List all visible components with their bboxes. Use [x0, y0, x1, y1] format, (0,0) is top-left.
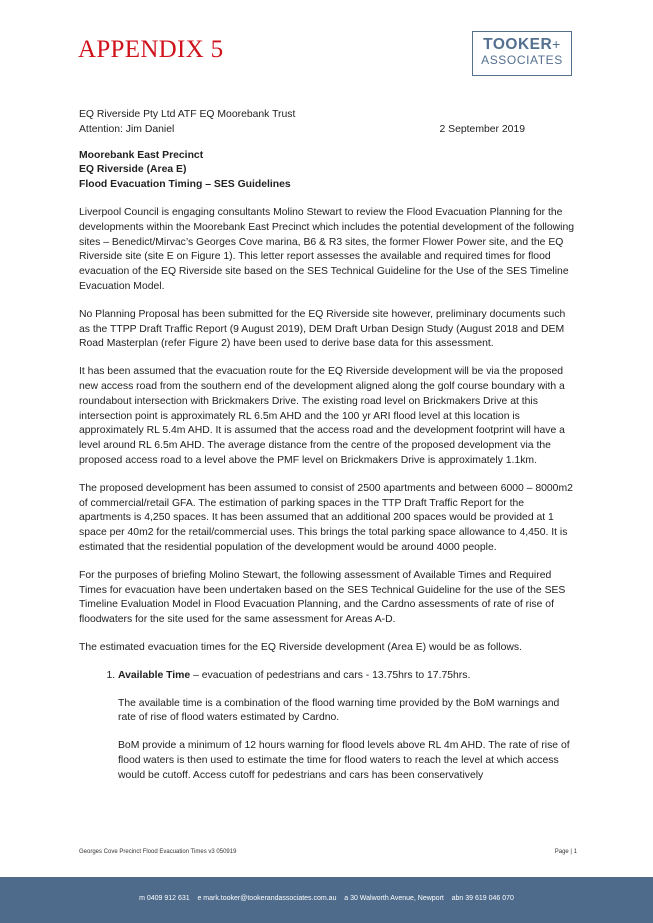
recipient-line: EQ Riverside Pty Ltd ATF EQ Moorebank Trust [79, 109, 296, 120]
list-item-title: Available Time [118, 669, 191, 681]
document-reference: Georges Cove Precinct Flood Evacuation Times v3 050919 [79, 849, 237, 855]
list-subparagraph: The available time is a combination of the flood warning time provided by the BoM warnings and rate of rise of flood waters estimated by Cardno. [118, 697, 560, 724]
contact-details: m 0409 912 631 e mark.tooker@tookerandassociates.com.au a 30 Walworth Avenue, Newport abn 39 619 046 070 [139, 895, 514, 902]
logo-plus: + [552, 36, 561, 52]
page-footer [79, 849, 577, 855]
list-item [118, 669, 577, 784]
body-paragraph: The proposed development has been assumed to consist of 2500 apartments and between 6000 – 8000m2 of commercial/retail GFA. The estimation of parking spaces in the TTP Draft Traffic Report for the apartments is 4,250 spaces. It has been assumed that an additional 200 spaces would be provided at 1 space per 40m2 for the retail/commercial uses. This brings the total parking space allowance to 4,450. It is estimated that the residential population of the development would be around 4000 people. [79, 482, 573, 553]
contact-bar [0, 877, 653, 923]
heading-line-1: Moorebank East Precinct [79, 149, 204, 161]
list-subparagraph: BoM provide a minimum of 12 hours warning for flood levels above RL 4m AHD. The rate of rise of flood waters is then used to estimate the time for flood waters to reach the level at which access would be cutoff. Access cutoff for pedestrians and cars has been conservatively [118, 740, 570, 781]
numbered-list [79, 669, 577, 784]
logo-line-2: ASSOCIATES [481, 53, 563, 67]
list-item-text: – evacuation of pedestrians and cars - 13.75hrs to 17.75hrs. [190, 669, 471, 681]
letter-date: 2 September 2019 [439, 123, 525, 135]
letter-heading [79, 149, 577, 193]
heading-line-3: Flood Evacuation Timing – SES Guidelines [79, 179, 291, 191]
letter-body [79, 108, 577, 783]
body-paragraph: Liverpool Council is engaging consultants Molino Stewart to review the Flood Evacuation Planning for the developments within the Moorebank East Precinct which includes the potential development of the following sites – Benedict/Mirvac’s Georges Cove marina, B6 & R3 sites, the former Flower Power site, and the EQ Riverside site (site E on Figure 1). This letter report assesses the available and required times for flood evacuation of the EQ Riverside site based on the SES Technical Guideline for the Use of the SES Timeline Evacuation Model. [79, 206, 574, 292]
body-paragraph: The estimated evacuation times for the EQ Riverside development (Area E) would be as follows. [79, 641, 522, 653]
attention-line: Attention: Jim Daniel [79, 123, 175, 135]
company-logo [472, 31, 572, 76]
logo-line-1: TOOKER+ [483, 36, 561, 53]
heading-line-2: EQ Riverside (Area E) [79, 164, 187, 176]
body-paragraph: For the purposes of briefing Molino Stewart, the following assessment of Available Times and Required Times for evacuation have been undertaken based on the SES Technical Guideline for the use of the SES Timeline Evaluation Model in Flood Evacuation Planning, and the Cardno assessments of rate of rise of floodwaters for the site used for the same assessment for Areas A-D. [79, 569, 566, 626]
body-paragraph: It has been assumed that the evacuation route for the EQ Riverside development will be via the proposed new access road from the southern end of the development aligned along the golf course boundary with a roundabout intersection with Brickmakers Drive. The existing road level on Brickmakers Drive at this intersection point is approximately RL 6.5m AHD and the 100 yr ARI flood level at this location is approximately RL 5.4m AHD. It is assumed that the access road and the development footprint will have a level around RL 6.5m AHD. The average distance from the centre of the proposed development via the proposed access road to a level above the PMF level on Brickmakers Drive is approximately 1.1km. [79, 366, 565, 466]
body-paragraph: No Planning Proposal has been submitted for the EQ Riverside site however, preliminary documents such as the TTPP Draft Traffic Report (9 August 2019), DEM Draft Urban Design Study (August 2018 and DEM Road Masterplan (refer Figure 2) have been used to derive base data for this assessment. [79, 308, 566, 350]
appendix-title: APPENDIX 5 [78, 36, 224, 63]
address-block [79, 108, 577, 138]
page-number: Page | 1 [554, 849, 577, 855]
